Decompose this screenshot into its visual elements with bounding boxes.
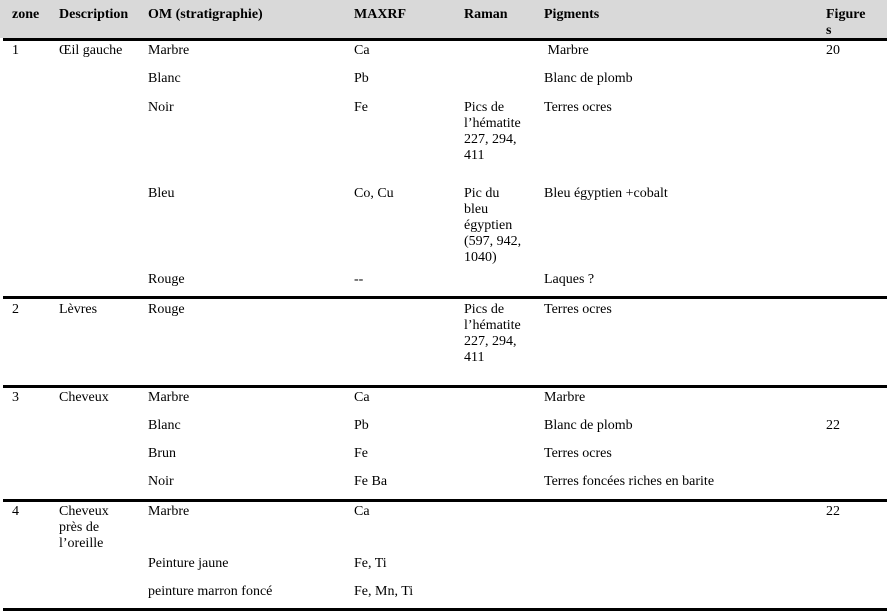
zone-number: 1	[12, 43, 19, 58]
om-layer: Marbre	[148, 504, 190, 519]
zone-number: 4	[12, 504, 19, 519]
raman-value: 227, 294,	[464, 334, 517, 349]
pigment-value: Terres ocres	[544, 302, 612, 317]
header-zone: zone	[12, 7, 40, 22]
header-description: Description	[59, 7, 129, 22]
maxrf-value: Co, Cu	[354, 186, 394, 201]
zone-description: Cheveux	[59, 504, 109, 519]
pigment-value: Marbre	[544, 43, 589, 58]
om-layer: Rouge	[148, 302, 185, 317]
raman-value: l’hématite	[464, 116, 521, 131]
pigment-value: Blanc de plomb	[544, 418, 633, 433]
header-figures: Figure	[826, 7, 866, 22]
raman-value: égyptien	[464, 218, 513, 233]
maxrf-value: Fe	[354, 100, 368, 115]
header-om: OM (stratigraphie)	[148, 7, 263, 22]
header-raman: Raman	[464, 7, 508, 22]
figure-ref: 22	[826, 504, 840, 519]
row-divider	[3, 385, 887, 388]
om-layer: Peinture jaune	[148, 556, 229, 571]
maxrf-value: Ca	[354, 504, 370, 519]
om-layer: Noir	[148, 474, 174, 489]
pigment-value: Bleu égyptien +cobalt	[544, 186, 668, 201]
zone-description: Cheveux	[59, 390, 109, 405]
om-layer: Marbre	[148, 390, 190, 405]
header-rule	[3, 38, 887, 41]
figure-ref: 20	[826, 43, 840, 58]
header-figures-wrap: s	[826, 23, 832, 38]
om-layer: Rouge	[148, 272, 185, 287]
om-layer: Noir	[148, 100, 174, 115]
maxrf-value: Pb	[354, 71, 369, 86]
maxrf-value: Fe Ba	[354, 474, 388, 489]
om-layer: Brun	[148, 446, 176, 461]
maxrf-value: Ca	[354, 390, 370, 405]
raman-value: Pics de	[464, 100, 505, 115]
pigment-value: Terres foncées riches en barite	[544, 474, 715, 489]
row-divider	[3, 296, 887, 299]
zone-number: 2	[12, 302, 19, 317]
pigment-value: Terres ocres	[544, 446, 612, 461]
raman-value: bleu	[464, 202, 489, 217]
pigment-value: Terres ocres	[544, 100, 612, 115]
raman-value: Pic du	[464, 186, 500, 201]
table-bottom-rule	[3, 608, 887, 611]
pigment-value: Blanc de plomb	[544, 71, 633, 86]
raman-value: 411	[464, 350, 485, 365]
maxrf-value: Ca	[354, 43, 370, 58]
maxrf-value: Pb	[354, 418, 369, 433]
om-layer: Blanc	[148, 418, 181, 433]
raman-value: 227, 294,	[464, 132, 517, 147]
header-maxrf: MAXRF	[354, 7, 407, 22]
pigment-value: Marbre	[544, 390, 586, 405]
pigment-value: Laques ?	[544, 272, 595, 287]
raman-value: (597, 942,	[464, 234, 522, 249]
figure-ref: 22	[826, 418, 840, 433]
om-layer: Bleu	[148, 186, 175, 201]
raman-value: 411	[464, 148, 485, 163]
zone-description: Lèvres	[59, 302, 98, 317]
zone-description: Œil gauche	[59, 43, 123, 58]
om-layer: Marbre	[148, 43, 190, 58]
zone-number: 3	[12, 390, 19, 405]
maxrf-value: Fe, Ti	[354, 556, 387, 571]
raman-value: l’hématite	[464, 318, 521, 333]
zone-description: près de	[59, 520, 100, 535]
raman-value: 1040)	[464, 250, 497, 265]
om-layer: peinture marron foncé	[148, 584, 273, 599]
raman-value: Pics de	[464, 302, 505, 317]
maxrf-value: Fe	[354, 446, 368, 461]
maxrf-value: --	[354, 272, 364, 287]
table-header	[0, 0, 887, 38]
header-pigments: Pigments	[544, 7, 600, 22]
maxrf-value: Fe, Mn, Ti	[354, 584, 414, 599]
zone-description: l’oreille	[59, 536, 104, 551]
om-layer: Blanc	[148, 71, 181, 86]
row-divider	[3, 499, 887, 502]
